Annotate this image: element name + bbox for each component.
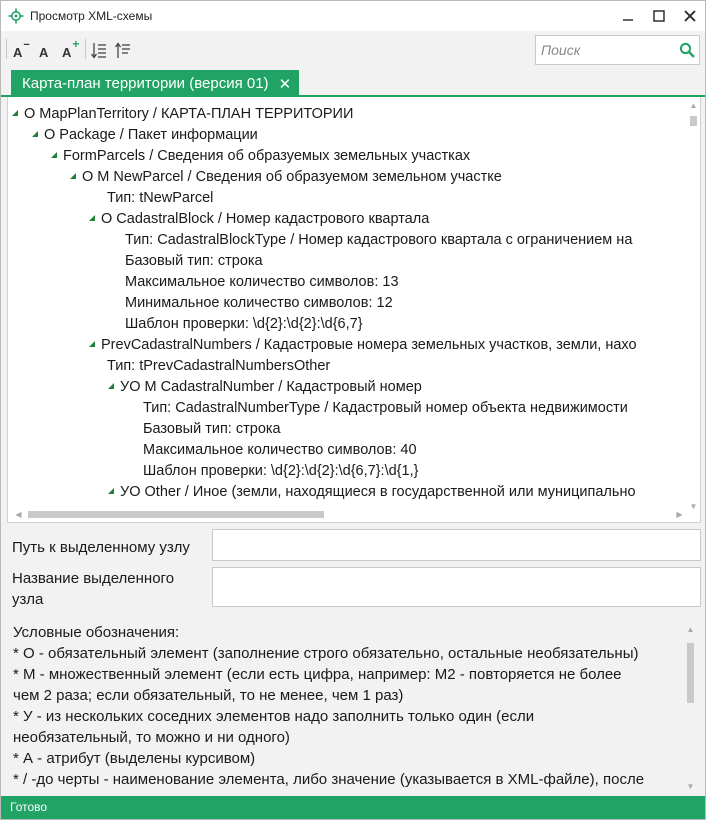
legend-line: * У - из нескольких соседних элементов надо заполнить только один (если — [13, 708, 535, 725]
expand-arrow-icon[interactable] — [108, 383, 114, 389]
scroll-down-icon[interactable]: ▼ — [689, 502, 698, 511]
tree-node-label: Тип: CadastralBlockType / Номер кадастрового квартала с ограничением на — [125, 232, 633, 248]
toolbar — [1, 31, 705, 67]
node-name-label-cont: узла — [12, 591, 44, 608]
legend-line: * М - множественный элемент (если есть цифра, например: М2 - повторяется не более — [13, 666, 622, 683]
scroll-up-icon[interactable]: ▲ — [689, 101, 698, 110]
tree-node[interactable] — [143, 440, 417, 461]
legend-line: * А - атрибут (выделены курсивом) — [13, 750, 256, 767]
legend-line: необязательный, то можно и ни одного) — [13, 729, 290, 746]
window-title: Просмотр XML-схемы — [30, 9, 153, 23]
expand-all-button[interactable] — [91, 38, 107, 60]
legend-line: чем 2 раза; если обязательный, то не менее, чем 1 раз) — [13, 687, 404, 704]
maximize-icon — [653, 10, 665, 22]
node-name-label: Название выделенного — [12, 570, 175, 587]
tree-node[interactable] — [125, 293, 393, 314]
window-controls — [612, 1, 705, 31]
tree-node-label: Базовый тип: строка — [125, 253, 263, 269]
legend-vertical-scrollbar[interactable] — [686, 625, 695, 791]
tree-node[interactable] — [143, 398, 628, 419]
font-increase-button[interactable] — [62, 38, 79, 60]
tree-vertical-scrollbar[interactable] — [689, 101, 698, 511]
tree-node-label: O MapPlanTerritory / КАРТА-ПЛАН ТЕРРИТОРИИ — [24, 106, 354, 122]
plus-icon: + — [72, 37, 80, 51]
tree-node-label: Тип: CadastralNumberType / Кадастровый номер объекта недвижимости — [143, 400, 628, 416]
scroll-thumb[interactable] — [690, 116, 697, 126]
tree-node[interactable] — [143, 461, 418, 482]
tree-node[interactable] — [70, 167, 502, 188]
tree-horizontal-scrollbar[interactable] — [14, 510, 684, 519]
tab-close-icon[interactable]: ✕ — [278, 75, 292, 93]
legend-line: Условные обозначения: — [13, 624, 180, 641]
tree-node[interactable] — [125, 230, 632, 251]
title-bar[interactable] — [1, 1, 705, 31]
maximize-button[interactable] — [643, 1, 674, 31]
tree-node[interactable] — [12, 104, 353, 125]
expand-all-icon — [91, 42, 107, 60]
tree-node[interactable] — [108, 377, 422, 398]
tree-content — [8, 104, 684, 509]
scroll-down-icon[interactable]: ▼ — [686, 782, 695, 791]
expand-arrow-icon[interactable] — [108, 488, 114, 494]
search-input[interactable] — [536, 36, 671, 64]
expand-arrow-icon[interactable] — [89, 341, 95, 347]
font-decrease-label: A — [13, 45, 23, 60]
toolbar-divider — [6, 39, 7, 59]
tree-node[interactable] — [51, 146, 470, 167]
tree-node-label: Базовый тип: строка — [143, 421, 281, 437]
tree-node-label: Максимальное количество символов: 13 — [125, 274, 399, 290]
legend-line: * О - обязательный элемент (заполнение строго обязательно, остальные необязательны) — [13, 645, 639, 662]
tree-node-label: Шаблон проверки: \d{2}:\d{2}:\d{6,7}:\d{1,} — [143, 463, 419, 479]
font-increase-label: A — [62, 45, 72, 60]
expand-arrow-icon[interactable] — [32, 131, 38, 137]
tree-node-label: FormParcels / Сведения об образуемых земельных участках — [63, 148, 471, 164]
tree-node-label: Шаблон проверки: \d{2}:\d{2}:\d{6,7} — [125, 316, 363, 332]
expand-arrow-icon[interactable] — [89, 215, 95, 221]
tree-node[interactable] — [89, 335, 637, 356]
toolbar-divider — [85, 39, 86, 59]
collapse-all-button[interactable] — [115, 38, 131, 60]
expand-arrow-icon[interactable] — [51, 152, 57, 158]
tree-node-label: Максимальное количество символов: 40 — [143, 442, 417, 458]
font-decrease-button[interactable] — [13, 38, 30, 60]
tree-node[interactable] — [143, 419, 281, 440]
scroll-left-icon[interactable]: ◀ — [15, 510, 22, 519]
tree-node[interactable] — [32, 125, 258, 146]
tree-node-label: УO Other / Иное (земли, находящиеся в государственной или муниципально — [120, 484, 636, 500]
scroll-right-icon[interactable]: ▶ — [676, 510, 683, 519]
legend-line: * / -до черты - наименование элемента, либо значение (указывается в XML-файле), после — [13, 771, 645, 788]
search-icon[interactable] — [679, 42, 695, 58]
expand-arrow-icon[interactable] — [70, 173, 76, 179]
path-field[interactable] — [212, 529, 701, 561]
expand-arrow-icon[interactable] — [12, 110, 18, 116]
tree-node-label: O M NewParcel / Сведения об образуемом земельном участке — [82, 169, 502, 185]
minimize-icon — [622, 10, 634, 22]
tree-node-label: Тип: tNewParcel — [107, 190, 214, 206]
path-label: Путь к выделенному узлу — [12, 539, 190, 556]
search-box[interactable] — [535, 35, 700, 65]
tree-node-label: PrevCadastralNumbers / Кадастровые номера земельных участков, земли, нахо — [101, 337, 637, 353]
tab-label: Карта-план территории (версия 01) — [22, 75, 269, 92]
document-tabs — [1, 67, 705, 97]
close-icon — [684, 10, 696, 22]
tree-node-label: УO M CadastralNumber / Кадастровый номер — [120, 379, 422, 395]
scroll-thumb[interactable] — [28, 511, 324, 518]
tree-node[interactable] — [125, 314, 363, 335]
font-reset-label: A — [39, 45, 49, 60]
tree-node[interactable] — [125, 272, 399, 293]
node-name-field[interactable] — [212, 567, 701, 607]
minus-icon: − — [23, 39, 30, 51]
collapse-all-icon — [115, 42, 131, 60]
font-reset-button[interactable] — [39, 38, 48, 60]
tab-map-plan-territory[interactable] — [11, 70, 299, 97]
scroll-thumb[interactable] — [687, 643, 694, 703]
status-bar: Готово — [1, 796, 705, 819]
tree-node[interactable] — [125, 251, 263, 272]
tree-node[interactable] — [107, 188, 213, 209]
tree-node-label: Минимальное количество символов: 12 — [125, 295, 393, 311]
tree-node[interactable] — [89, 209, 429, 230]
tree-node-label: O Package / Пакет информации — [44, 127, 258, 143]
minimize-button[interactable] — [612, 1, 643, 31]
tree-node-label: O CadastralBlock / Номер кадастрового квартала — [101, 211, 430, 227]
tree-node[interactable] — [107, 356, 330, 377]
tree-node-label: Тип: tPrevCadastralNumbersOther — [107, 358, 331, 374]
app-crosshair-icon — [8, 8, 24, 24]
legend-panel — [7, 619, 701, 793]
schema-tree[interactable] — [7, 97, 701, 523]
scroll-up-icon[interactable]: ▲ — [686, 625, 695, 634]
close-window-button[interactable] — [674, 1, 705, 31]
tree-node[interactable] — [108, 482, 636, 503]
